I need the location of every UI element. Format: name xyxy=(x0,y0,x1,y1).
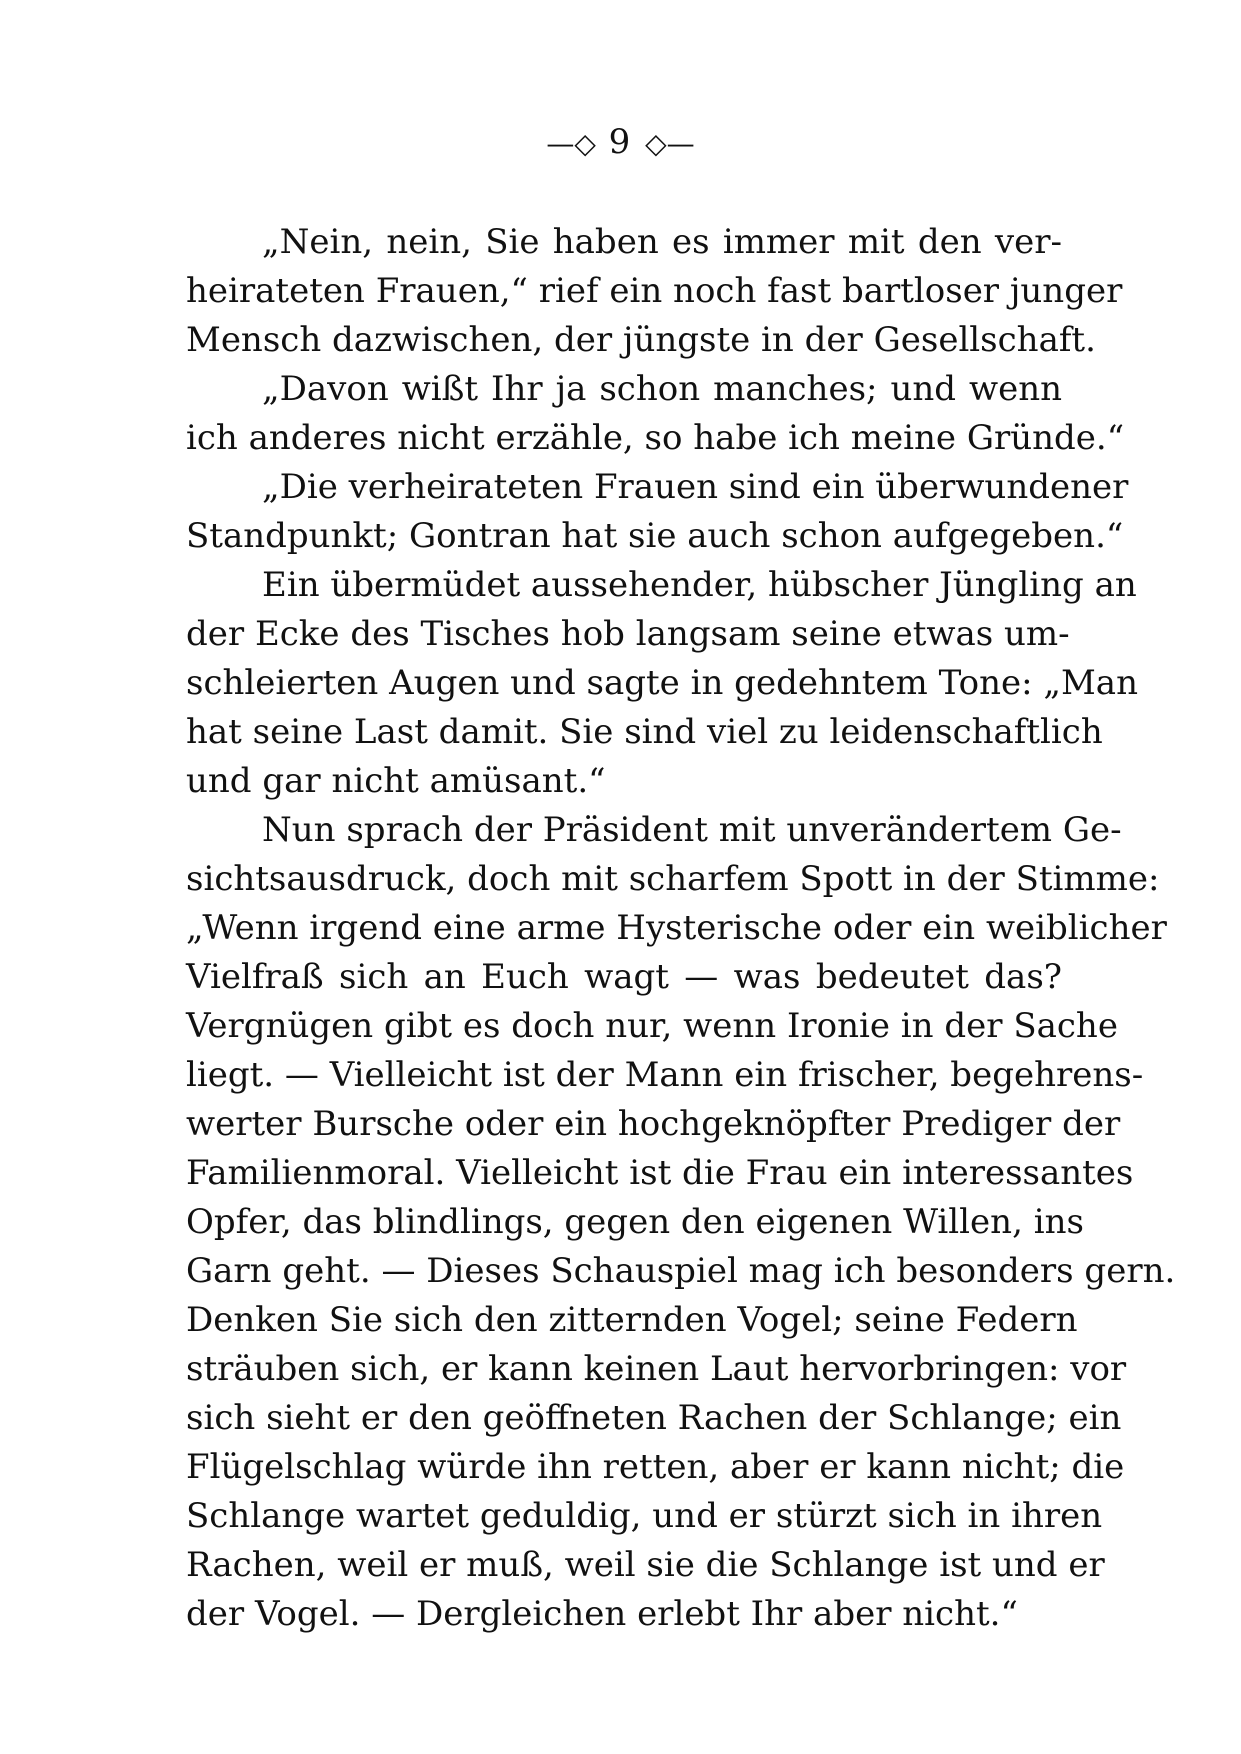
text-line: Familienmoral. Vielleicht ist die Frau ein interessantes xyxy=(186,1153,1134,1193)
text-line: „Nein, nein, Sie haben es immer mit den ver- xyxy=(262,222,1062,262)
text-line: Nun sprach der Präsident mit unverändertem Ge- xyxy=(262,810,1122,850)
text-line: liegt. — Vielleicht ist der Mann ein frischer, begehrens- xyxy=(186,1055,1144,1095)
text-line: Standpunkt; Gontran hat sie auch schon aufgegeben.“ xyxy=(186,516,1124,556)
text-line: Denken Sie sich den zitternden Vogel; seine Federn xyxy=(186,1300,1078,1340)
text-line: und gar nicht amüsant.“ xyxy=(186,761,606,801)
text-line: Vergnügen gibt es doch nur, wenn Ironie in der Sache xyxy=(186,1006,1118,1046)
text-line: heirateten Frauen,“ rief ein noch fast bartloser junger xyxy=(186,271,1123,311)
text-line: der Ecke des Tisches hob langsam seine etwas um- xyxy=(186,614,1070,654)
text-line: ich anderes nicht erzähle, so habe ich meine Gründe.“ xyxy=(186,418,1125,458)
text-line: werter Bursche oder ein hochgeknöpfter Prediger der xyxy=(186,1104,1121,1144)
text-line: Ein übermüdet aussehender, hübscher Jüngling an xyxy=(262,565,1137,605)
text-line: schleierten Augen und sagte in gedehntem Tone: „Man xyxy=(186,663,1138,703)
right-ornament: ◇— xyxy=(645,127,695,160)
body-text xyxy=(186,218,1176,1639)
text-line: „Wenn irgend eine arme Hysterische oder ein weiblicher xyxy=(186,908,1167,948)
text-line: Rachen, weil er muß, weil sie die Schlange ist und er xyxy=(186,1545,1105,1585)
text-line: sich sieht er den geöffneten Rachen der Schlange; ein xyxy=(186,1398,1122,1438)
left-ornament: —◇ xyxy=(546,127,596,160)
text-line: sträuben sich, er kann keinen Laut hervorbringen: vor xyxy=(186,1349,1127,1389)
text-line: Opfer, das blindlings, gegen den eigenen Willen, ins xyxy=(186,1202,1084,1242)
page-number-header xyxy=(0,122,1241,164)
text-line: „Die verheirateten Frauen sind ein überwundener xyxy=(262,467,1129,507)
text-line: Mensch dazwischen, der jüngste in der Gesellschaft. xyxy=(186,320,1096,360)
text-line: hat seine Last damit. Sie sind viel zu leidenschaftlich xyxy=(186,712,1103,752)
text-line: Vielfraß sich an Euch wagt — was bedeutet das? xyxy=(186,957,1062,997)
text-line: „Davon wißt Ihr ja schon manches; und wenn xyxy=(262,369,1062,409)
text-line: Schlange wartet geduldig, und er stürzt sich in ihren xyxy=(186,1496,1103,1536)
text-line: Garn geht. — Dieses Schauspiel mag ich besonders gern. xyxy=(186,1251,1176,1291)
text-line: sichtsausdruck, doch mit scharfem Spott in der Stimme: xyxy=(186,859,1160,899)
text-line: Flügelschlag würde ihn retten, aber er kann nicht; die xyxy=(186,1447,1125,1487)
page-number: 9 xyxy=(608,122,633,162)
text-line: der Vogel. — Dergleichen erlebt Ihr aber nicht.“ xyxy=(186,1594,1018,1634)
